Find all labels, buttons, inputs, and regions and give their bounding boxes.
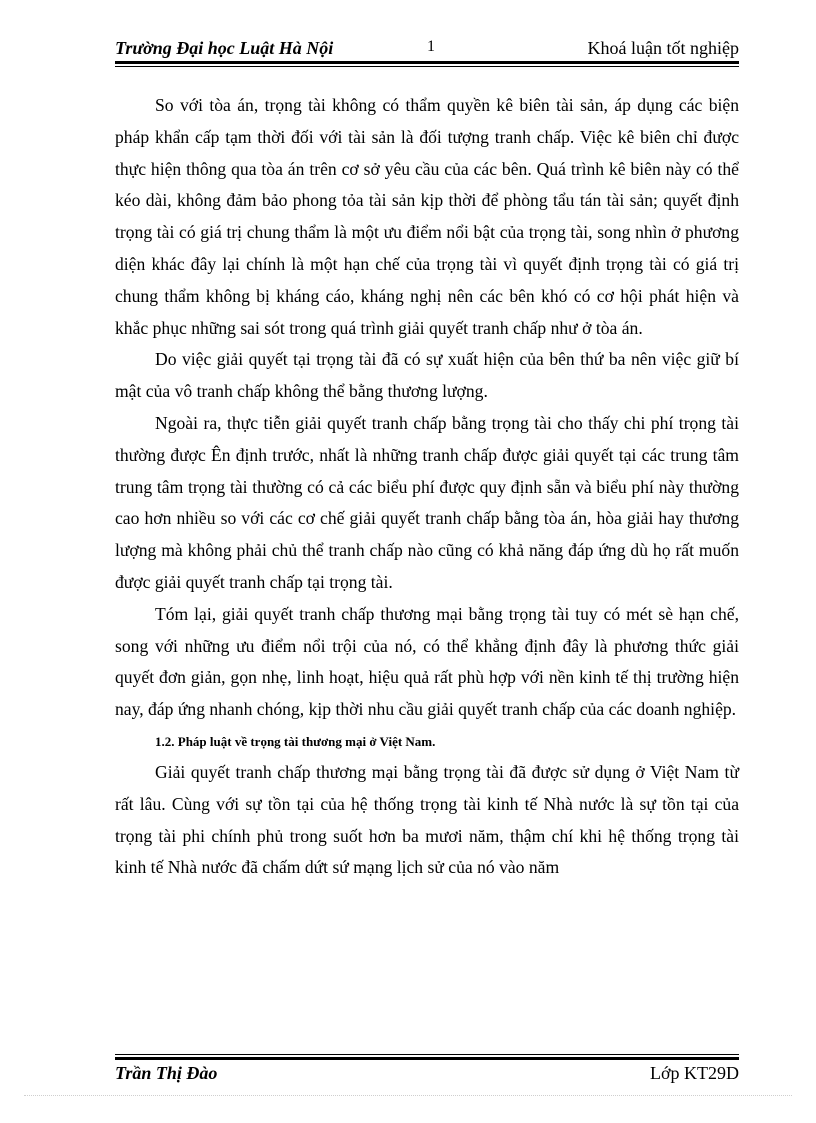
header-page-number: 1 (427, 38, 435, 55)
header-school: Trường Đại học Luật Hà Nội (115, 38, 334, 58)
header-rule-thin (115, 66, 739, 67)
paragraph-4: Tóm lại, giải quyết tranh chấp thương mại bằng trọng tài tuy có mét sè hạn chế, song với những ưu điểm nổi trội của nó, có thể khẳng định đây là phương thức giải quyết đơn giản, gọn nhẹ, linh hoạt, hiệu quả rất phù hợp với nền kinh tế thị trường hiện nay, đáp ứng nhanh chóng, kịp thời nhu cầu giải quyết tranh chấp của các doanh nghiệp. (115, 603, 739, 720)
header-doc-type: Khoá luận tốt nghiệp (587, 38, 739, 58)
footer-rule-thin (115, 1054, 739, 1055)
page-header (115, 38, 739, 62)
page-footer (115, 1063, 739, 1087)
header-rule-thick (115, 61, 739, 64)
document-body (115, 90, 739, 884)
section-heading: 1.2. Pháp luật về trọng tài thương mại ở Việt Nam. (155, 733, 436, 749)
footer-class: Lớp KT29D (649, 1063, 739, 1083)
paragraph-1: So với tòa án, trọng tài không có thẩm quyền kê biên tài sản, áp dụng các biện pháp khẩn cấp tạm thời đối với tài sản là đối tượng tranh chấp. Việc kê biên chỉ được thực hiện thông qua tòa án trên cơ sở yêu cầu của các bên. Quá trình kê biên này có thể kéo dài, không đảm bảo phong tỏa tài sản kịp thời để phòng tẩu tán tài sản; quyết định trọng tài có giá trị chung thẩm là một ưu điểm nổi bật của trọng tài, song nhìn ở phương diện khác đây lại chính là một hạn chế của trọng tài vì quyết định trọng tài có giá trị chung thẩm không bị kháng cáo, kháng nghị nên các bên khó có cơ hội phát hiện và khắc phục những sai sót trong quá trình giải quyết tranh chấp như ở tòa án. (115, 95, 739, 338)
paragraph-3: Ngoài ra, thực tiễn giải quyết tranh chấp bằng trọng tài cho thấy chi phí trọng tài thường được Ên định trước, nhất là những tranh chấp được giải quyết tại các trung tâm trung tâm trọng tài thường có cả các biểu phí được quy định sẵn và biểu phí này thường cao hơn nhiều so với các cơ chế giải quyết tranh chấp bằng tòa án, hòa giải hay thương lượng mà không phải chủ thể tranh chấp nào cũng có khả năng đáp ứng dù họ rất muốn được giải quyết tranh chấp tại trọng tài. (115, 412, 739, 592)
paragraph-2: Do việc giải quyết tại trọng tài đã có sự xuất hiện của bên thứ ba nên việc giữ bí mật của vô tranh chấp không thể bằng thương lượng. (115, 349, 739, 402)
paragraph-5: Giải quyết tranh chấp thương mại bằng trọng tài đã được sử dụng ở Việt Nam từ rất lâu. Cùng với sự tồn tại của hệ thống trọng tài kinh tế Nhà nước là sự tồn tại của trọng tài phi chính phủ trong suốt hơn ba mươi năm, thậm chí khi hệ thống trọng tài kinh tế Nhà nước đã chấm dứt sứ mạng lịch sử của nó vào năm (115, 761, 739, 878)
page-edge-divider (24, 1095, 792, 1096)
footer-author: Trần Thị Đào (115, 1063, 218, 1083)
footer-rule-thick (115, 1057, 739, 1060)
